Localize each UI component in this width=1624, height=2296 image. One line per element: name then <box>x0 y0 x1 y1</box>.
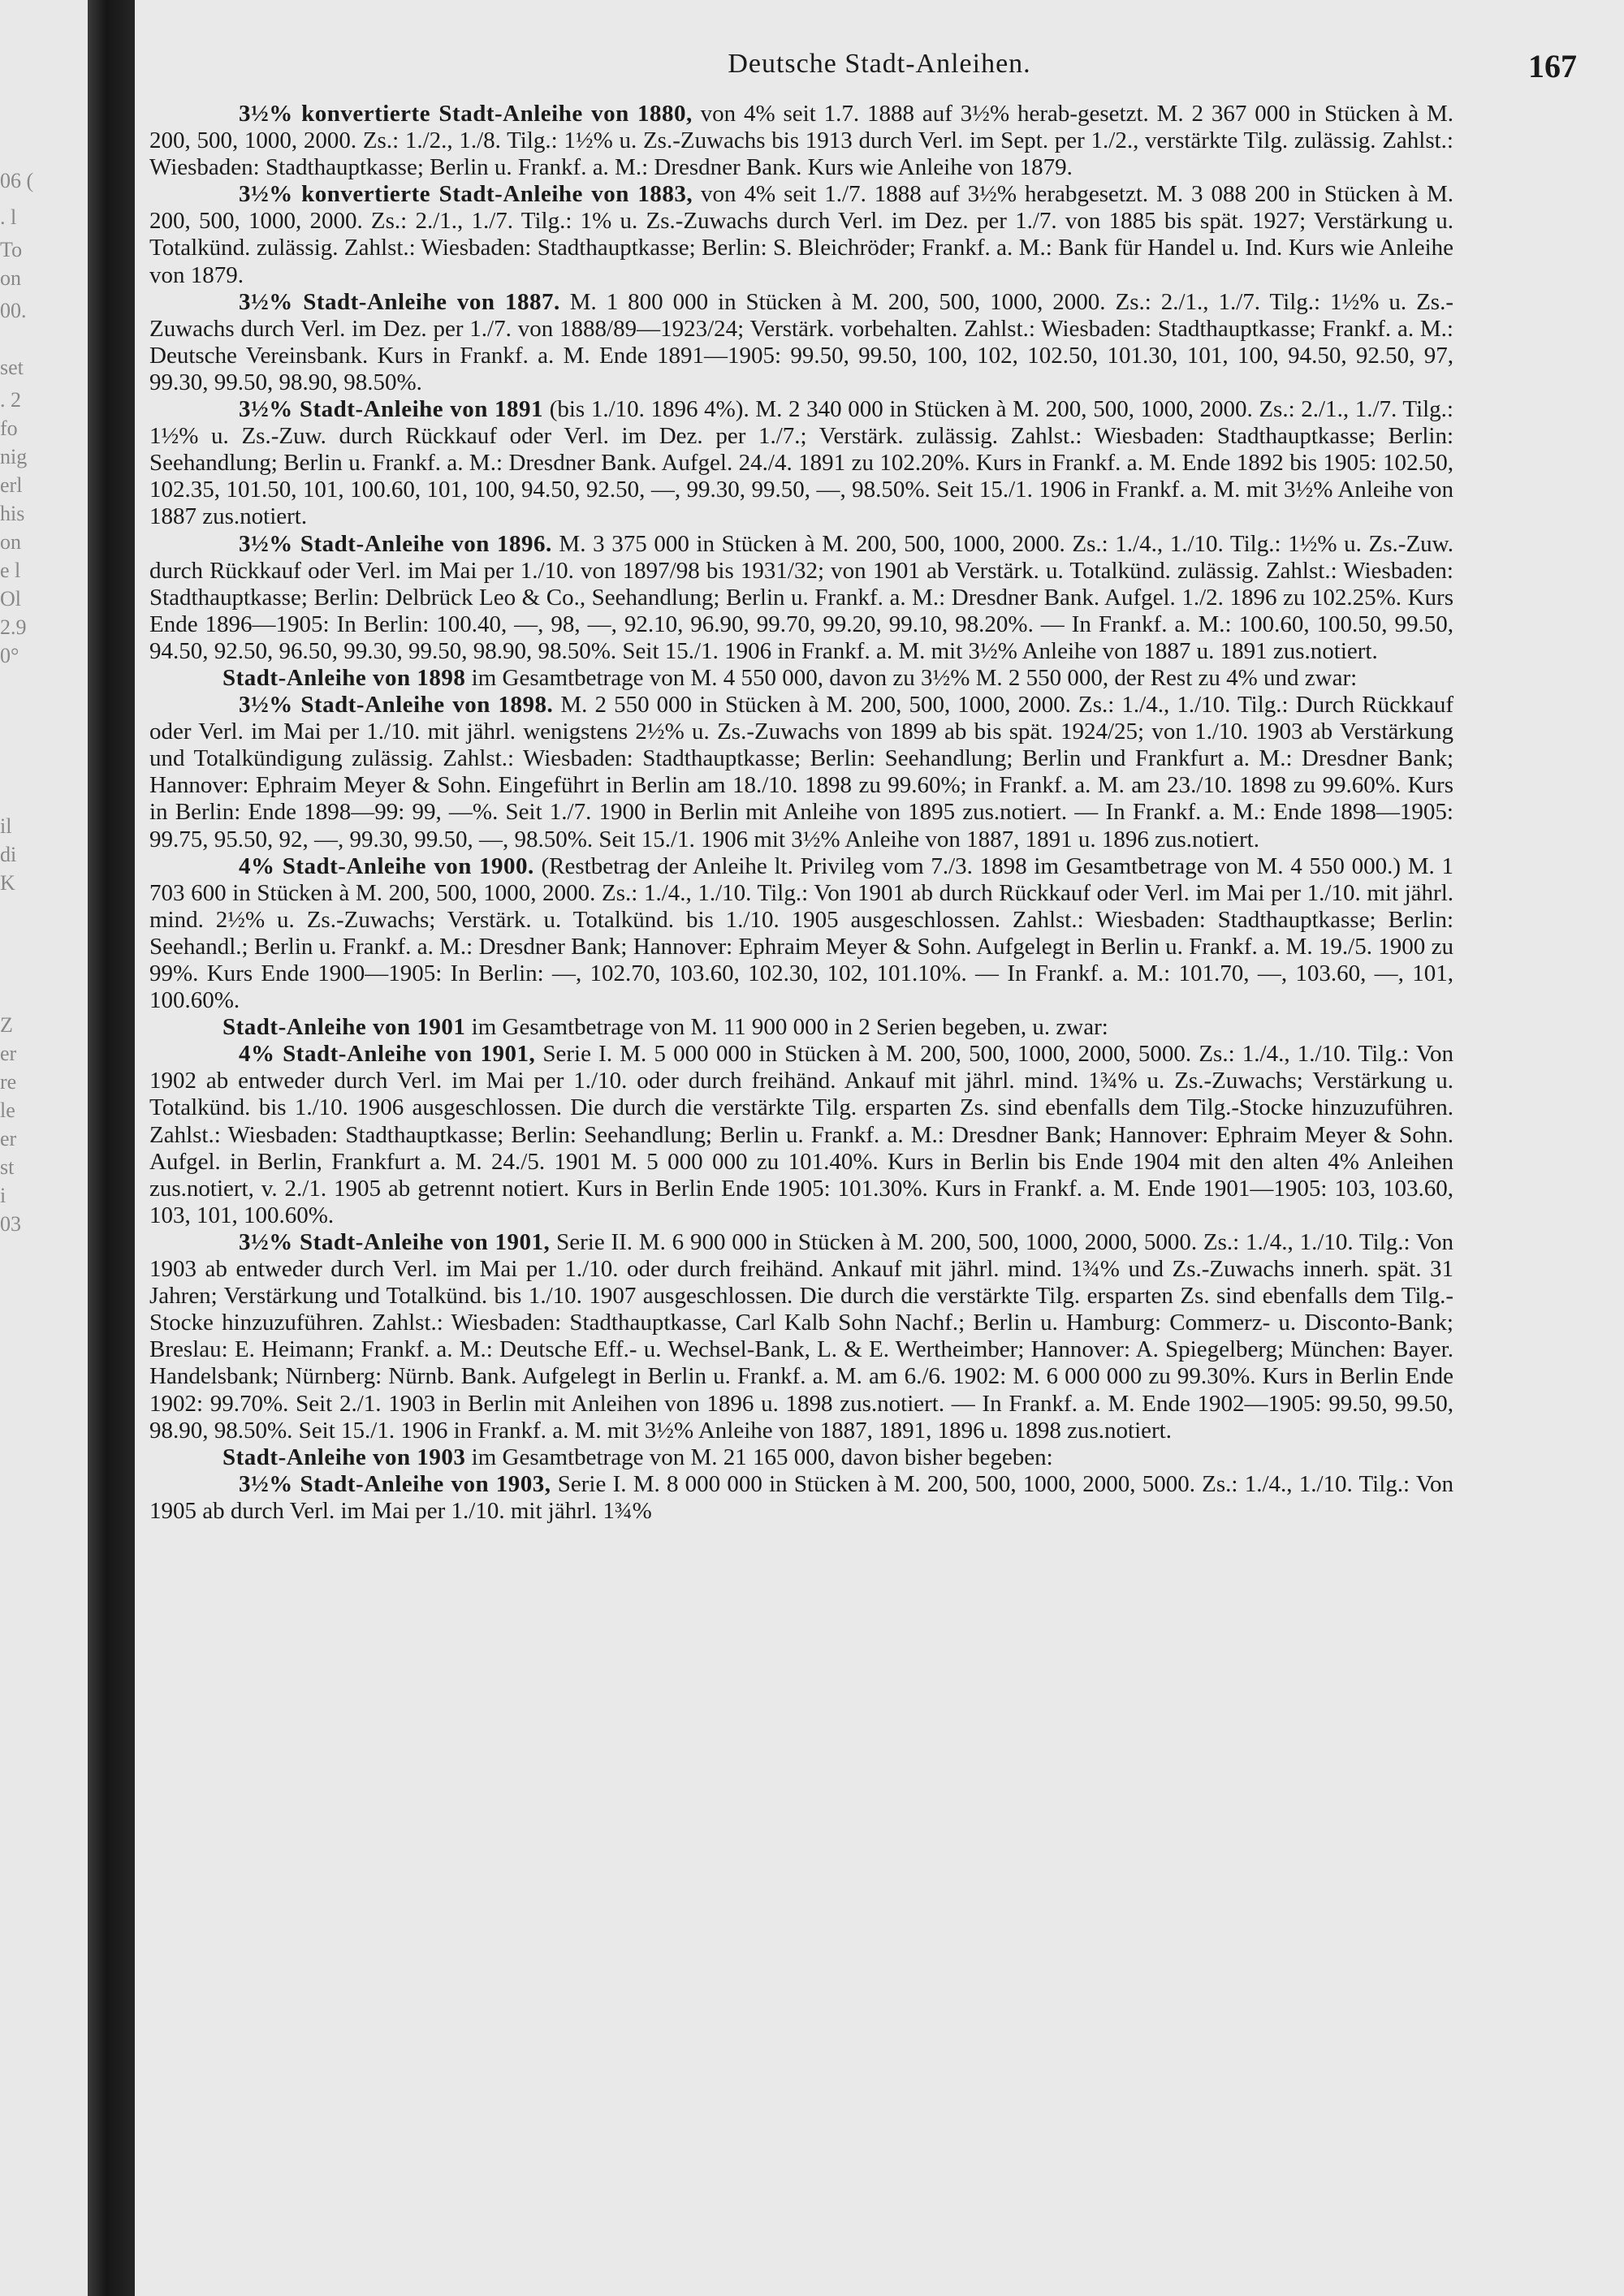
entry-text: (Restbetrag der Anleihe lt. Privileg vom 7./3. 1898 im Gesamtbetrage von M. 4 550 000.) M. 1 703 600 in Stücken à M. 200, 500, 1000, 2000. Zs.: 1./4., 1./10. Tilg.: Von 1901 ab durch Rückkauf oder Verl. im Mai per 1./10. mit jährl. mind. 2½% u. Zs.-Zuwachs; Verstärk. u. Totalkünd. bis 1./10. 1905 ausgeschlossen. Zahlst.: Wiesbaden: Stadthauptkasse; Berlin: Seehandl.; Berlin u. Frankf. a. M.: Dresdner Bank; Hannover: Ephraim Meyer & Sohn. Aufgelegt in Berlin u. Frankf. a. M. 19./5. 1900 zu 99%. Kurs Ende 1900—1905: In Berlin: —, 102.70, 103.60, 102.30, 102, 101.10%. — In Frankf. a. M.: 101.70, —, 103.60, —, 101, 100.60%. <box>149 852 1453 1014</box>
book-spine <box>88 0 135 2296</box>
entry-text: im Gesamtbetrage von M. 4 550 000, davon zu 3½% M. 2 550 000, der Rest zu 4% und zwar: <box>465 664 1358 691</box>
adjacent-page-text: re <box>0 1070 17 1094</box>
adjacent-page-text: il <box>0 814 12 838</box>
entry-text: M. 3 375 000 in Stücken à M. 200, 500, 1000, 2000. Zs.: 1./4., 1./10. Tilg.: 1½% u. Zs.-Zuw. durch Rückkauf oder Verl. im Mai per 1./10. von 1897/98 bis 1931/32; von 1901 ab Verstärk. u. Totalkünd. zulässig. Zahlst.: Wiesbaden: Stadthauptkasse; Berlin: Delbrück Leo & Co., Seehandlung; Berlin u. Frankf. a. M.: Dresdner Bank. Aufgel. 1./2. 1896 zu 102.25%. Kurs Ende 1896—1905: In Berlin: 100.40, —, 98, —, 92.10, 96.90, 99.70, 99.20, 99.10, 98.20%. — In Frankf. a. M.: 100.60, 100.50, 99.50, 94.50, 92.50, 96.50, 99.30, 99.50, 98.90, 98.50%. Seit 15./1. 1906 in Frankf. a. M. mit 3½% Anleihe von 1887 u. 1891 zus.notiert. <box>149 530 1453 664</box>
entry-heading: Stadt-Anleihe von 1898 <box>222 664 466 691</box>
entry-heading: 4% Stadt-Anleihe von 1901, <box>239 1041 536 1068</box>
entry-heading: 3½% Stadt-Anleihe von 1887. <box>239 288 560 315</box>
adjacent-page-text: 0° <box>0 644 19 667</box>
entry-text: Serie I. M. 5 000 000 in Stücken à M. 200, 500, 1000, 2000, 5000. Zs.: 1./4., 1./10. Tilg.: Von 1902 ab entweder durch Verl. im Mai per 1./10. oder durch freihänd. Ankauf mit jährl. mind. 1¾% u. Zs.-Zuwachs; Verstärkung u. Totalkünd. bis 1./10. 1906 ausgeschlossen. Die durch die verstärkte Tilg. ersparten Zs. sind ebenfalls dem Tilg.-Stocke hinzuzuführen. Zahlst.: Wiesbaden: Stadthauptkasse; Berlin: Seehandlung; Berlin u. Frankf. a. M.: Dresdner Bank; Hannover: Ephraim Meyer & Sohn. Aufgel. in Berlin, Frankfurt a. M. 24./5. 1901 M. 5 000 000 zu 101.40%. Kurs in Berlin bis Ende 1904 mit den alten 4% Anleihen zus.notiert, v. 2./1. 1905 ab getrennt notiert. Kurs in Berlin Ende 1905: 101.30%. Kurs in Frankf. a. M. Ende 1901—1905: 103, 103.60, 103, 101, 100.60%. <box>149 1041 1453 1228</box>
adjacent-page-text: e l <box>0 559 21 582</box>
entry-text: Serie II. M. 6 900 000 in Stücken à M. 200, 500, 1000, 2000, 5000. Zs.: 1./4., 1./10. Tilg.: Von 1903 ab entweder durch Verl. im Mai per 1./10. oder durch freihänd. Ankauf mit jährl. mind. 1¾% und Zs.-Zuwachs innerh. spät. 31 Jahren; Verstärkung und Totalkünd. bis 1./10. 1907 ausgeschlossen. Die durch die verstärkte Tilg. ersparten Zs. sind ebenfalls dem Tilg.-Stocke hinzuzuführen. Zahlst.: Wiesbaden: Stadthauptkasse, Carl Kalb Sohn Nachf.; Berlin u. Hamburg: Commerz- u. Disconto-Bank; Breslau: E. Heimann; Frankf. a. M.: Deutsche Eff.- u. Wechsel-Bank, L. & E. Wertheimber; Hannover: A. Spiegelberg; München: Bayer. Handelsbank; Nürnberg: Nürnb. Bank. Aufgelegt in Berlin u. Frankf. a. M. am 6./6. 1902: M. 6 000 000 zu 99.30%. Kurs in Berlin Ende 1902: 99.70%. Seit 2./1. 1903 in Berlin mit Anleihen von 1896 u. 1898 zus.notiert. — In Frankf. a. M. Ende 1902—1905: 99.50, 99.50, 98.90, 98.50%. Seit 15./1. 1906 in Frankf. a. M. mit 3½% Anleihe von 1887, 1891, 1896 u. 1898 zus.notiert. <box>149 1228 1453 1444</box>
bond-entry <box>149 1014 1453 1041</box>
entry-heading: 3½% Stadt-Anleihe von 1903, <box>239 1470 551 1497</box>
bond-entry <box>149 1444 1453 1471</box>
adjacent-page-edge <box>0 0 88 2296</box>
adjacent-page-text: st <box>0 1155 15 1179</box>
adjacent-page-text: le <box>0 1098 15 1122</box>
entry-text: Serie I. M. 8 000 000 in Stücken à M. 200, 500, 1000, 2000, 5000. Zs.: 1./4., 1./10. Tilg.: Von 1905 ab durch Verl. im Mai per 1./10. mit jährl. 1¾% <box>149 1470 1453 1524</box>
entry-heading: Stadt-Anleihe von 1903 <box>222 1444 466 1470</box>
entry-text: M. 1 800 000 in Stücken à M. 200, 500, 1000, 2000. Zs.: 2./1., 1./7. Tilg.: 1½% u. Zs.-Zuwachs durch Verl. im Dez. per 1./7. von 1888/89—1923/24; Verstärk. vorbehalten. Zahlst.: Wiesbaden: Stadthauptkasse; Frankf. a. M.: Deutsche Vereinsbank. Kurs in Frankf. a. M. Ende 1891—1905: 99.50, 99.50, 100, 102, 102.50, 101.30, 101, 100, 94.50, 92.50, 97, 99.30, 99.50, 98.90, 98.50%. <box>149 288 1453 395</box>
bond-entry <box>149 531 1453 665</box>
adjacent-page-text: er <box>0 1127 17 1150</box>
adjacent-page-text: 06 ( <box>0 169 34 192</box>
adjacent-page-text: 03 <box>0 1212 21 1236</box>
bond-entry <box>149 181 1453 288</box>
page-number: 167 <box>1528 48 1577 84</box>
adjacent-page-text: 00. <box>0 299 27 322</box>
running-title: Deutsche Stadt-Anleihen. <box>728 49 1031 79</box>
bond-entry <box>149 665 1453 692</box>
bond-entry <box>149 396 1453 530</box>
entry-heading: 3½% Stadt-Anleihe von 1901, <box>239 1228 551 1255</box>
entry-heading: 3½% Stadt-Anleihe von 1896. <box>239 530 552 557</box>
entry-text: M. 2 550 000 in Stücken à M. 200, 500, 1000, 2000. Zs.: 1./4., 1./10. Tilg.: Durch Rückkauf oder Verl. im Mai per 1./10. mit jährl. wenigstens 2½% u. Zs.-Zuwachs von 1899 ab bis spät. 1924/25; von 1./10. 1903 ab Verstärkung und Totalkündigung zulässig. Zahlst.: Wiesbaden: Stadthauptkasse; Berlin: Seehandlung; Berlin und Frankfurt a. M.: Dresdner Bank; Hannover: Ephraim Meyer & Sohn. Eingeführt in Berlin am 18./10. 1898 zu 99.60%; in Frankf. a. M. am 23./10. 1898 zu 99.60%. Kurs in Berlin: Ende 1898—99: 99, —%. Seit 1./7. 1900 in Berlin mit Anleihe von 1895 zus.notiert. — In Frankf. a. M.: Ende 1898—1905: 99.75, 95.50, 92, —, 99.30, 99.50, —, 98.50%. Seit 15./1. 1906 mit 3½% Anleihe von 1887, 1891 u. 1896 zus.notiert. <box>149 692 1453 852</box>
bond-entry <box>149 692 1453 853</box>
entry-heading: 4% Stadt-Anleihe von 1900. <box>239 852 534 879</box>
adjacent-page-text: To <box>0 238 23 261</box>
bond-entry <box>149 853 1453 1015</box>
bond-entry <box>149 1229 1453 1444</box>
bond-entry <box>149 101 1453 181</box>
adjacent-page-text: Ol <box>0 587 21 611</box>
entry-heading: Stadt-Anleihe von 1901 <box>222 1014 466 1041</box>
adjacent-page-text: erl <box>0 473 23 497</box>
bond-entry <box>149 1041 1453 1229</box>
adjacent-page-text: on <box>0 266 21 290</box>
bond-entry <box>149 289 1453 396</box>
entry-heading: 3½% konvertierte Stadt-Anleihe von 1883, <box>239 181 693 208</box>
entry-text: (bis 1./10. 1896 4%). M. 2 340 000 in Stücken à M. 200, 500, 1000, 2000. Zs.: 2./1., 1./7. Tilg.: 1½% u. Zs.-Zuw. durch Rückkauf oder Verl. im Dez. per 1./7.; Verstärk. zulässig. Zahlst.: Wiesbaden: Stadthauptkasse; Berlin: Seehandlung; Berlin u. Frankf. a. M.: Dresdner Bank. Aufgel. 24./4. 1891 zu 102.20%. Kurs in Frankf. a. M. Ende 1892 bis 1905: 102.50, 102.35, 101.50, 101, 100.60, 101, 100, 94.50, 92.50, —, 99.30, 99.50, —, 98.50%. Seit 15./1. 1906 in Frankf. a. M. mit 3½% Anleihe von 1887 zus.notiert. <box>149 396 1453 530</box>
adjacent-page-text: . l <box>0 205 17 229</box>
entry-text: im Gesamtbetrage von M. 21 165 000, davon bisher begeben: <box>465 1444 1053 1470</box>
adjacent-page-text: er <box>0 1042 17 1065</box>
entry-text: von 4% seit 1./7. 1888 auf 3½% herabgesetzt. M. 3 088 200 in Stücken à M. 200, 500, 1000, 2000. Zs.: 2./1., 1./7. Tilg.: 1% u. Zs.-Zuwachs durch Verl. im Dez. per 1./7. von 1885 bis spät. 1927; Verstärkung u. Totalkünd. zulässig. Zahlst.: Wiesbaden: Stadthauptkasse; Berlin: S. Bleichröder; Frankf. a. M.: Bank für Handel u. Ind. Kurs wie Anleihe von 1879. <box>149 181 1454 288</box>
entry-heading: 3½% Stadt-Anleihe von 1898. <box>239 692 554 719</box>
bond-entry <box>149 1471 1453 1525</box>
adjacent-page-text: 2.9 <box>0 615 27 639</box>
adjacent-page-text: fo <box>0 416 18 440</box>
adjacent-page-text: Z <box>0 1013 13 1037</box>
entry-heading: 3½% konvertierte Stadt-Anleihe von 1880, <box>239 101 693 127</box>
adjacent-page-text: set <box>0 356 24 379</box>
book-page <box>135 0 1624 2296</box>
adjacent-page-text: K <box>0 871 15 895</box>
adjacent-page-text: i <box>0 1184 6 1207</box>
page-header <box>135 49 1624 89</box>
page-body <box>149 101 1453 1525</box>
entry-text: von 4% seit 1.7. 1888 auf 3½% herab-gesetzt. M. 2 367 000 in Stücken à M. 200, 500, 1000, 2000. Zs.: 1./2., 1./8. Tilg.: 1½% u. Zs.-Zuwachs bis 1913 durch Verl. im Sept. per 1./2., verstärkte Tilg. zulässig. Zahlst.: Wiesbaden: Stadthauptkasse; Berlin u. Frankf. a. M.: Dresdner Bank. Kurs wie Anleihe von 1879. <box>149 101 1453 181</box>
adjacent-page-text: di <box>0 843 17 866</box>
adjacent-page-text: his <box>0 502 25 525</box>
adjacent-page-text: . 2 <box>0 388 21 412</box>
entry-heading: 3½% Stadt-Anleihe von 1891 <box>239 396 544 423</box>
adjacent-page-text: nig <box>0 445 28 468</box>
entry-text: im Gesamtbetrage von M. 11 900 000 in 2 Serien begeben, u. zwar: <box>465 1014 1108 1041</box>
adjacent-page-text: on <box>0 530 21 554</box>
